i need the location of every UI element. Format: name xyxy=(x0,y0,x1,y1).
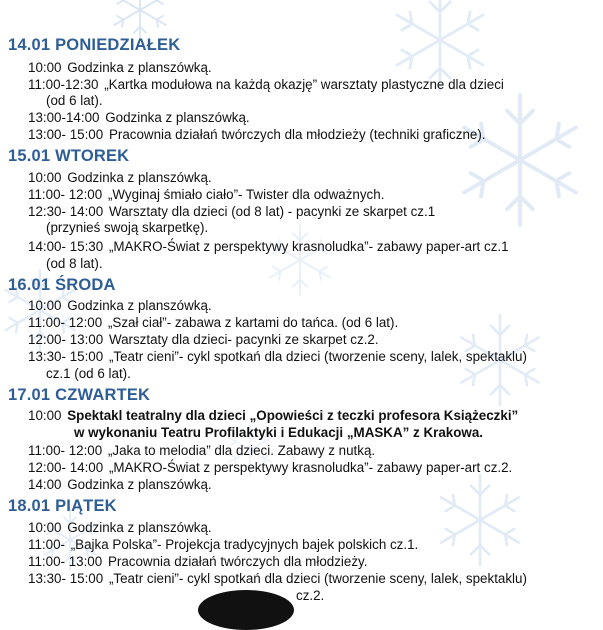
schedule-entry: 10:00 Godzinka z planszówką. xyxy=(28,520,212,535)
schedule-entry: 13:00-14:00 Godzinka z planszówką. xyxy=(28,110,250,125)
schedule-entry: 11:00- 12:00 „Jaka to melodia” dla dzieci. Zabawy z nutką. xyxy=(28,443,376,458)
schedule-entry: 10:00 Godzinka z planszówką. xyxy=(28,298,212,313)
schedule-entry: 11:00- 13:00 Pracownia działań twórczych dla młodzieży. xyxy=(28,554,368,569)
schedule-entry: 10:00 Godzinka z planszówką. xyxy=(28,60,212,75)
schedule-entry: 11:00- 12:00 „Wyginaj śmiało ciało”- Twister dla odważnych. xyxy=(28,187,385,202)
schedule-entry: 11:00-12:30 „Kartka modułowa na każdą okazję” warsztaty plastyczne dla dzieci xyxy=(28,77,504,92)
entry-continuation: (od 6 lat). xyxy=(46,93,103,108)
schedule-entry: 11:00- 12:00 „Szał ciał”- zabawa z kartami do tańca. (od 6 lat). xyxy=(28,315,399,330)
day-header: 18.01 PIĄTEK xyxy=(8,497,117,515)
day-header: 16.01 ŚRODA xyxy=(8,276,116,294)
day-header: 14.01 PONIEDZIAŁEK xyxy=(8,36,181,54)
day-header: 17.01 CZWARTEK xyxy=(8,386,151,404)
entry-continuation: cz.2. xyxy=(296,588,325,603)
schedule-entry: 13:30- 15:00 „Teatr cieni”- cykl spotkań dla dzieci (tworzenie sceny, lalek, spektaklu) xyxy=(28,349,527,364)
schedule-entry: 14:00- 15:30 „MAKRO-Świat z perspektywy krasnoludka”- zabawy paper-art cz.1 xyxy=(28,239,509,254)
dark-decoration xyxy=(198,590,294,630)
schedule-entry: 14:00 Godzinka z planszówką. xyxy=(28,477,212,492)
schedule-entry: 12:00- 14:00 „MAKRO-Świat z perspektywy krasnoludka”- zabawy paper-art cz.2. xyxy=(28,460,513,475)
entry-continuation: cz.1 (od 6 lat). xyxy=(46,366,131,381)
schedule-entry: 12:00- 13:00 Warsztaty dla dzieci- pacynki ze skarpet cz.2. xyxy=(28,332,379,347)
schedule-entry: 10:00 Spektakl teatralny dla dzieci „Opowieści z teczki profesora Książeczki” xyxy=(28,408,519,423)
day-header: 15.01 WTOREK xyxy=(8,147,130,165)
schedule-entry: 12:30- 14:00 Warsztaty dla dzieci (od 8 lat) - pacynki ze skarpet cz.1 xyxy=(28,204,436,219)
schedule-entry: 13:30- 15:00 „Teatr cieni”- cykl spotkań dla dzieci (tworzenie sceny, lalek, spektaklu) xyxy=(28,571,527,586)
schedule-entry: 10:00 Godzinka z planszówką. xyxy=(28,170,212,185)
schedule-entry: 11:00- „Bajka Polska”- Projekcja tradycyjnych bajek polskich cz.1. xyxy=(28,537,419,552)
entry-continuation: (od 8 lat). xyxy=(46,256,103,271)
schedule-entry: 13:00- 15:00 Pracownia działań twórczych dla młodzieży (techniki graficzne). xyxy=(28,127,486,142)
entry-continuation: (przynieś swoją skarpetkę). xyxy=(46,220,209,235)
entry-continuation: w wykonaniu Teatru Profilaktyki i Edukacji „MASKA” z Krakowa. xyxy=(74,425,484,440)
